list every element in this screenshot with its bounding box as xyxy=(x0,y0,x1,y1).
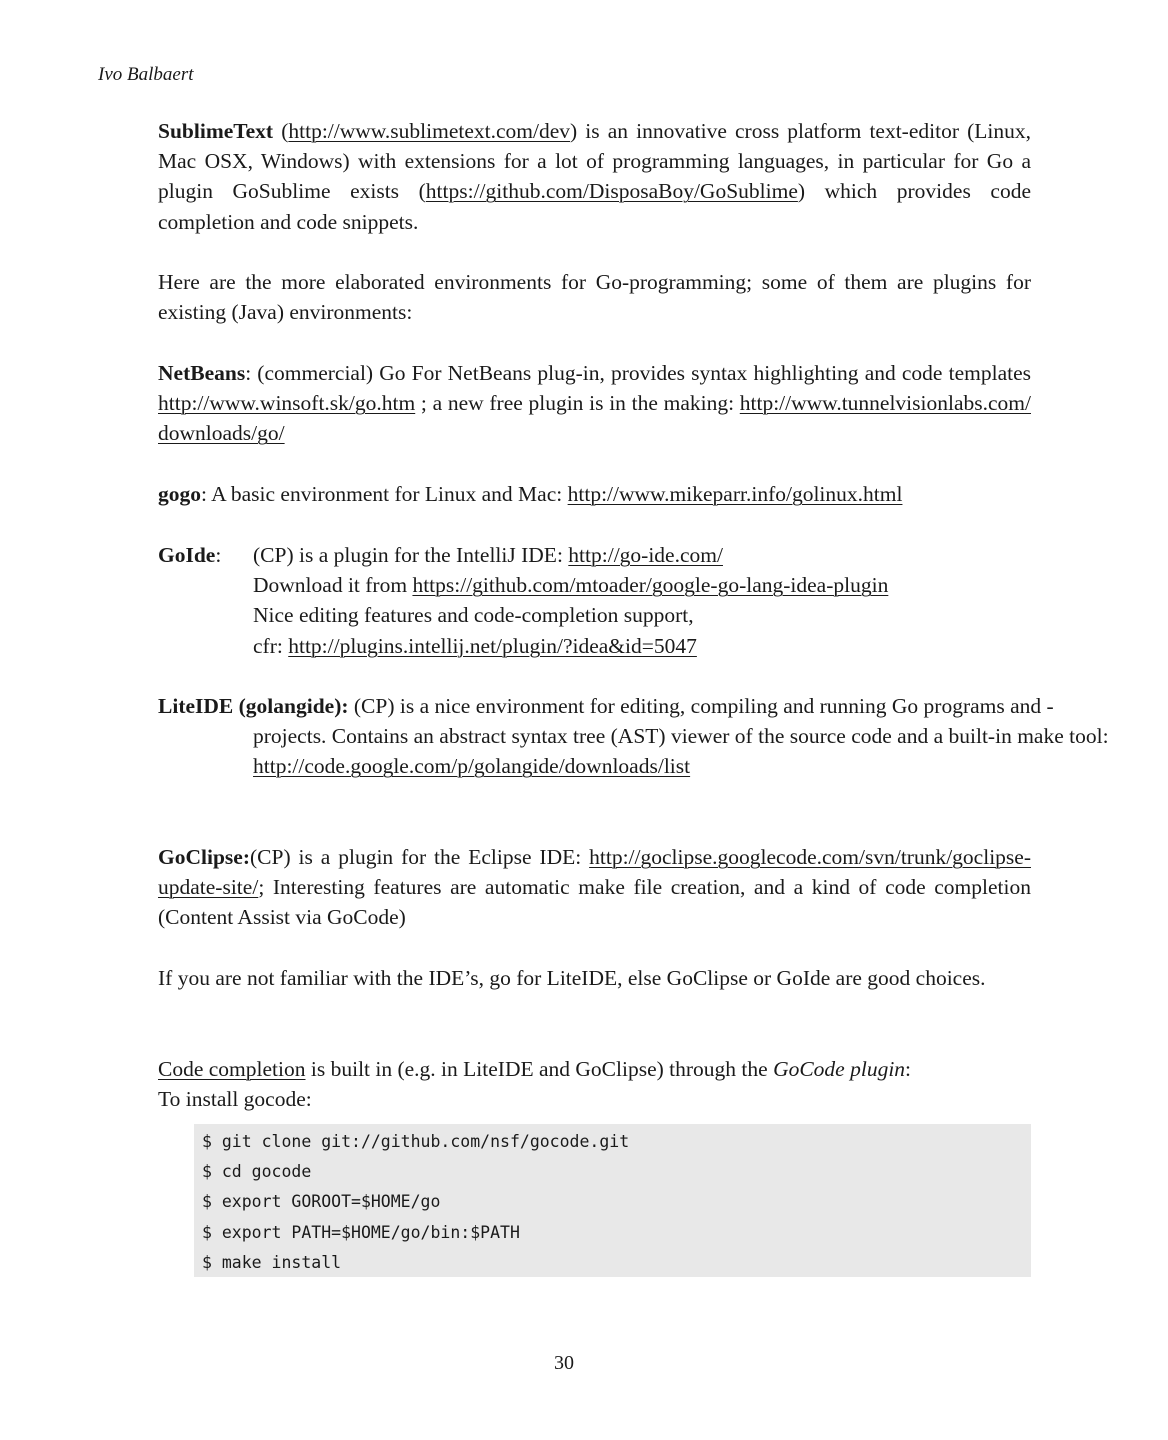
link-golangide[interactable]: http://code.google.com/p/golangide/downloads/list xyxy=(253,754,691,779)
link-goclipse[interactable]: http://goclipse.googlecode.com/svn/trunk/goclipse-update-site/ xyxy=(158,845,1031,900)
page-number: 30 xyxy=(554,1352,574,1374)
running-header: Ivo Balbaert xyxy=(98,64,194,85)
code-line: $ git clone git://github.com/nsf/gocode.git xyxy=(202,1132,630,1151)
link-code-completion[interactable]: Code completion xyxy=(158,1057,306,1081)
text: (CP) is a plugin for the IntelliJ IDE: xyxy=(253,543,569,567)
text: Nice editing features and code-completion support, xyxy=(253,603,694,628)
term: GoClipse: xyxy=(158,845,250,869)
text: ; a new free plugin is in the making: xyxy=(415,391,740,416)
paragraph-netbeans xyxy=(158,358,1031,449)
paragraph-intro: Here are the more elaborated environments for Go-programming; some of them are plugins for existing (Java) environments: xyxy=(158,270,1031,325)
code-line: $ export GOROOT=$HOME/go xyxy=(202,1192,441,1212)
paragraph-recommendation: If you are not familiar with the IDE’s, go for LiteIDE, else GoClipse or GoIde are good choices. xyxy=(158,966,986,990)
code-line: $ make install xyxy=(202,1252,342,1272)
text: ( xyxy=(273,119,289,143)
text: Download it from xyxy=(253,573,413,598)
text: (CP) is a plugin for the Eclipse IDE: xyxy=(249,845,590,869)
text: (CP) is a nice environment for editing, compiling and running Go programs and -projects. Contains an abstract syntax tree (AST) viewer of the source code and a built-in make tool: xyxy=(253,694,1141,749)
text: is built in (e.g. in LiteIDE and GoClipse) through the xyxy=(305,1057,774,1081)
paragraph-liteide xyxy=(158,691,1141,782)
text: cfr: xyxy=(253,633,289,658)
code-line: $ export PATH=$HOME/go/bin:$PATH xyxy=(202,1222,520,1242)
text: ) is an innovative cross platform text-editor (Linux, Mac OSX, Windows) with extensions for a lot of programming languages, in particular for Go a plugin GoSublime exists ( xyxy=(158,119,1031,204)
text: : (commercial) Go For NetBeans plug-in, provides syntax highlighting and code templates xyxy=(245,361,1031,385)
link-gosublime[interactable]: https://github.com/DisposaBoy/GoSublime xyxy=(425,179,798,204)
link-tunnelvision[interactable]: http://www.tunnelvisionlabs.com/downloads/go/ xyxy=(158,391,1031,446)
term: LiteIDE (golangide): xyxy=(158,694,349,718)
link-winsoft[interactable]: http://www.winsoft.sk/go.htm xyxy=(158,391,416,416)
paragraph-gogo xyxy=(158,479,1031,509)
emphasis: GoCode plugin xyxy=(773,1057,906,1081)
link-intellij-plugin[interactable]: http://plugins.intellij.net/plugin/?idea&id=5047 xyxy=(288,633,697,658)
text: : A basic environment for Linux and Mac: xyxy=(201,482,568,506)
paragraph-code-completion xyxy=(158,1054,1031,1114)
link-idea-plugin[interactable]: https://github.com/mtoader/google-go-lang-idea-plugin xyxy=(412,573,889,598)
code-block xyxy=(194,1124,1031,1277)
term: NetBeans xyxy=(158,361,246,385)
paragraph-sublimetext xyxy=(158,116,1031,237)
text: : xyxy=(905,1057,912,1081)
text: ; Interesting features are automatic make file creation, and a kind of code completion (Content Assist via GoCode) xyxy=(158,875,1031,930)
link-sublimetext[interactable]: http://www.sublimetext.com/dev xyxy=(288,119,571,143)
term: GoIde xyxy=(158,543,216,567)
code-line: $ cd gocode xyxy=(202,1162,312,1182)
paragraph-goclipse xyxy=(158,842,1031,933)
paragraph-goide xyxy=(158,540,1031,661)
link-go-ide[interactable]: http://go-ide.com/ xyxy=(568,543,723,567)
text: To install gocode: xyxy=(158,1087,312,1112)
text: : xyxy=(215,543,222,567)
text: ) which provides code completion and code snippets. xyxy=(158,179,1031,234)
term: SublimeText xyxy=(158,119,274,143)
link-mikeparr[interactable]: http://www.mikeparr.info/golinux.html xyxy=(567,482,903,506)
term: gogo xyxy=(158,482,201,506)
